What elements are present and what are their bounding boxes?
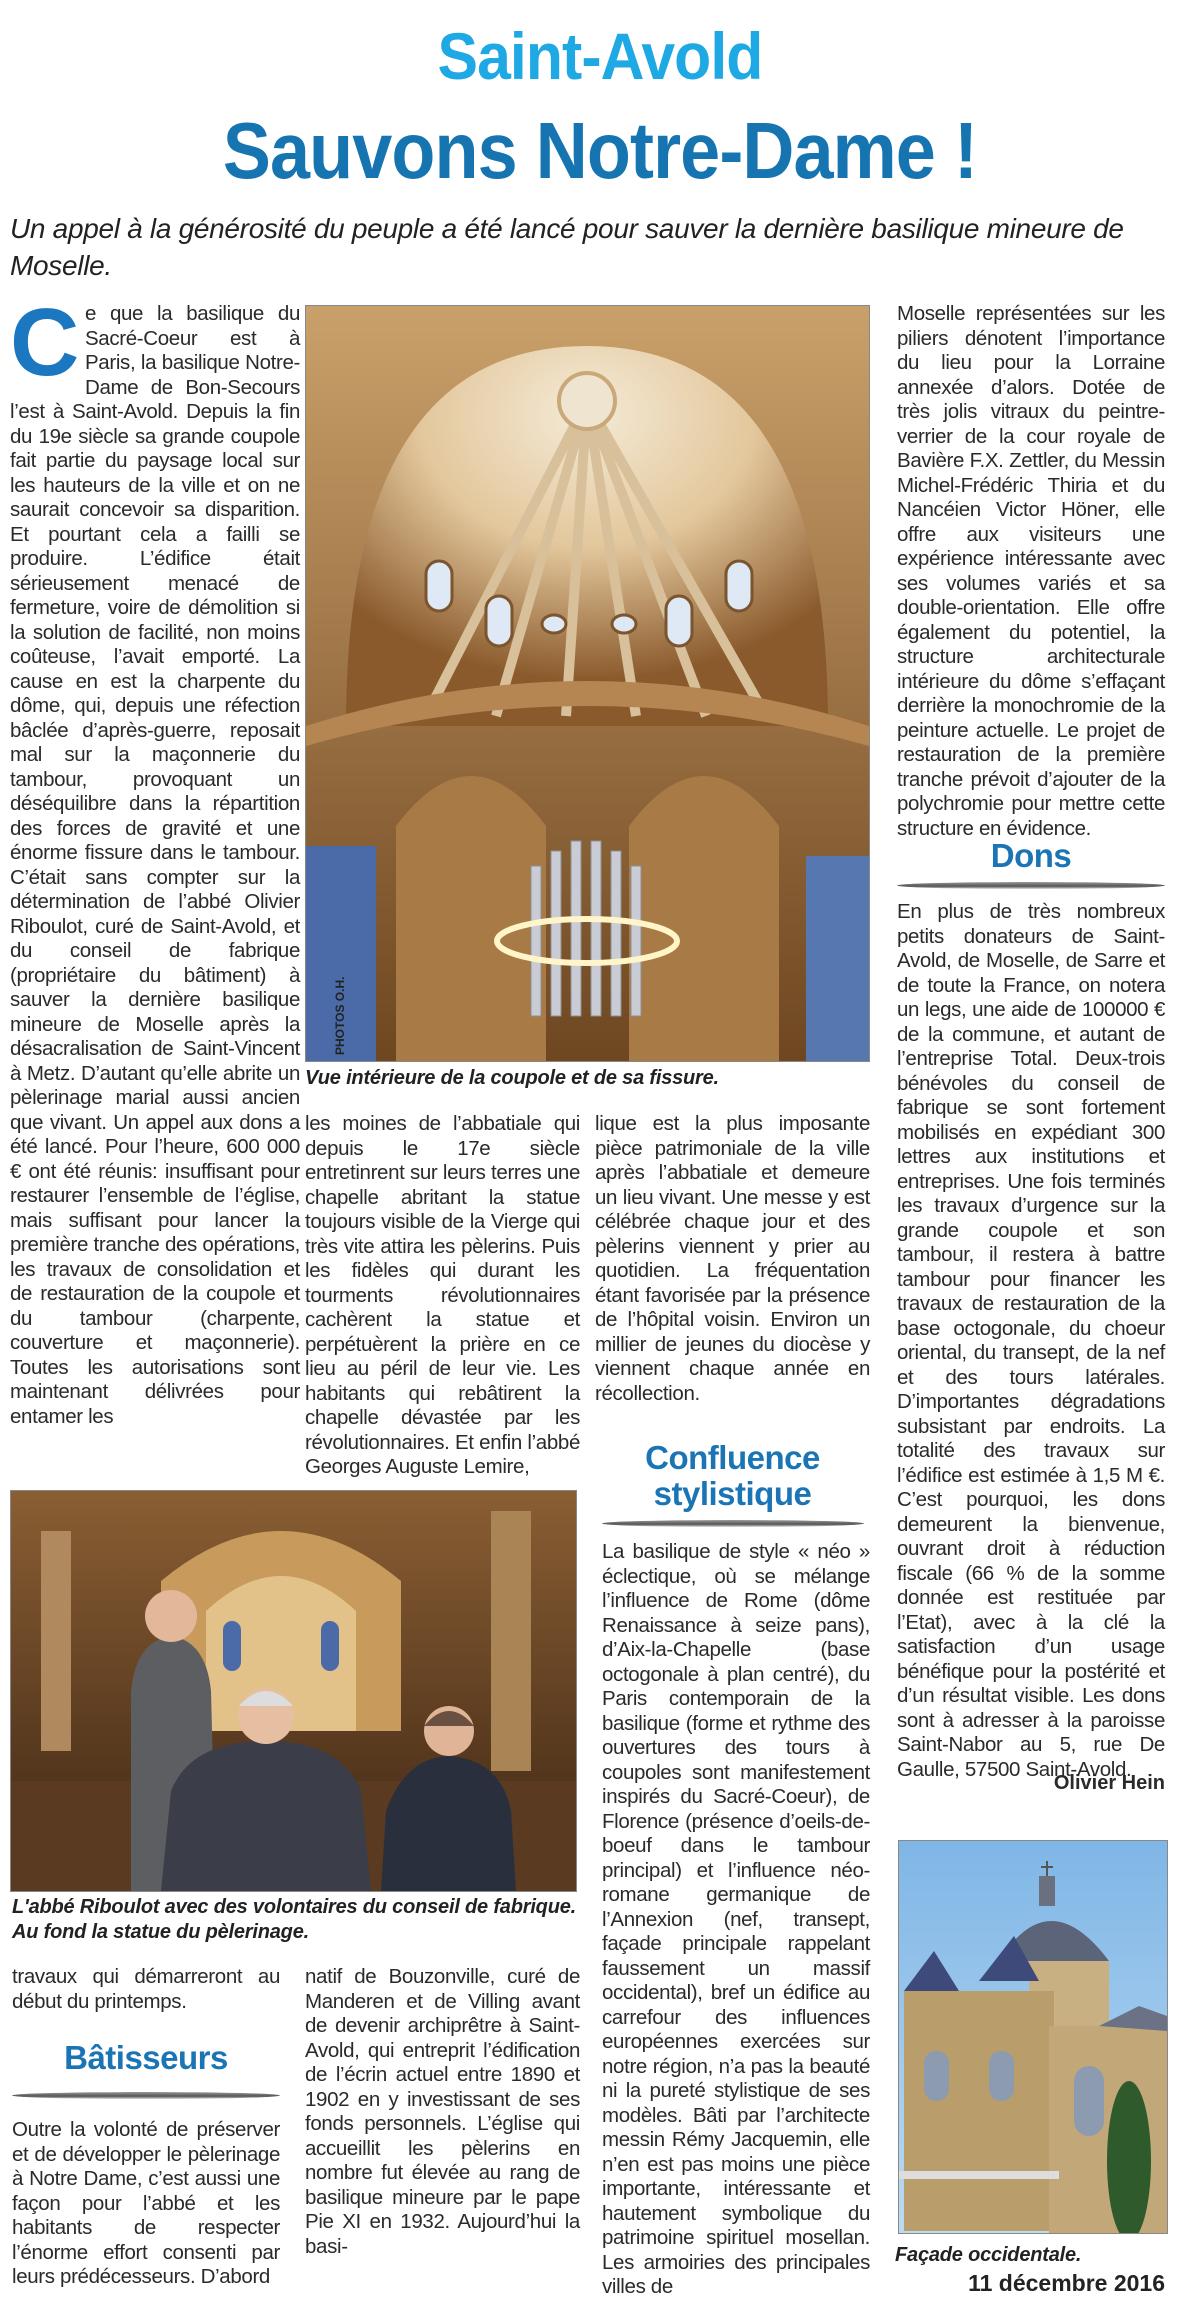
article-column-3 [595,1112,870,1406]
article-column-1-bottom [12,1965,280,2014]
article-column-2 [305,1112,580,1480]
heading-divider [602,1520,864,1527]
body-text: les moines de l’abbatiale qui depuis le 17e siècle entretinrent sur leurs terres une chapelle abritant la statue toujours visible de la Vierge qui très vite attira les pèlerins. Puis les fidèles qui durant les tourments révolutionnaires cachèrent la statue et perpétuèrent la prière en ce lieu au péril de leur vie. Les habitants qui rebâtirent la chapelle dévastée par les révolutionnaires. Et enfin l’abbé Georges Auguste Lemire, [305,1112,580,1478]
heading-divider [897,882,1165,889]
facade-image [899,1841,1167,2233]
article-column-1 [10,289,300,1429]
article-column-1-bottom-2 [12,2118,280,2290]
photo-credit: PHOTOS O.H. [333,976,347,1055]
body-text: En plus de très nombreux petits donateurs de Saint-Avold, de Moselle, de Sarre et de toute la France, on notera un legs, une aide de 100000 € de la commune, et autant de l’entreprise Total. Deux-trois bénévoles du conseil de fabrique se sont fortement mobilisés en expédiant 300 lettres aux institutions et entreprises. Une fois terminés les travaux d’urgence sur la grande coupole et son tambour, il restera à battre tambour pour financer les travaux de restauration de la base octogonale, du choeur oriental, du transept, de la nef et des tours latérales. D’importantes dégradations subsistant par endroits. La totalité des travaux sur l’édifice est estimée à 1,5 M €. C’est pourquoi, les dons demeurent la bienvenue, ouvrant droit à réduction fiscale (66 % de la somme donnée est restituée par l’Etat), avec à la clé la satisfaction d’un usage bénéfique pour la postérité et d’un résultat visible. Les dons sont à adresser à la paroisse Saint-Nabor au 5, rue De Gaulle, 57500 Saint-Avold. [897,900,1165,1781]
heading-divider [12,2092,280,2099]
article-column-4-bottom [897,900,1165,1782]
facade-photo [898,1840,1168,2234]
drop-cap: C [10,289,79,396]
article-column-3-bottom [602,1540,870,2300]
photo-caption-interior: Vue intérieure de la coupole et de sa fissure. [305,1067,719,1089]
volunteers-photo [10,1490,577,1892]
section-heading-confluence: Confluence stylistique [645,1439,820,1512]
body-text: natif de Bouzonville, curé de Manderen et de Villing avant de devenir archiprêtre à Saint-Avold, qui entreprit l’édification de l’écrin actuel entre 1890 et 1902 en y investissant de ses fonds personnels. L’église qui accueillit les pèlerins en nombre fut élevée au rang de basilique mineure par le pape Pie XI en 1932. Aujourd’hui la basi- [305,1965,580,2258]
dome-interior-photo [305,305,870,1062]
section-heading-dons: Dons [990,837,1072,874]
kicker-title: Saint-Avold [437,19,763,93]
dome-interior-image [306,306,869,1061]
headline: Sauvons Notre-Dame ! [222,106,978,195]
body-text: La basilique de style « néo » éclectique, où se mélange l’influence de Rome (dôme Renaissance à seize pans), d’Aix-la-Chapelle (base octogonale à plan centré), du Paris contemporain de la basilique (forme et rythme des ouvertures des tours à coupoles sont manifestement inspirés du Sacré-Coeur), de Florence (présence d’oeils-de-boeuf dans le tambour principal) et l’influence néo-romane germanique de l’Annexion (nef, transept, façade principale rappelant faussement un massif occidental), bref un édifice au carrefour des influences européennes exercées sur notre région, n’a pas la beauté ni la pureté stylistique de ses modèles. Bâti par l’architecte messin Rémy Jacquemin, elle n’en est pas moins une pièce importante, intéressante et hautement symbolique du patrimoine spirituel mosellan. Les armoiries des principales villes de [602,1540,870,2298]
volunteers-image [11,1491,576,1891]
body-text: Outre la volonté de préserver et de développer le pèlerinage à Notre Dame, c’est aussi une façon pour l’abbé et les habitants de respecter l’énorme effort consenti par leurs prédécesseurs. D’abord [12,2118,280,2288]
article-column-2-bottom [305,1965,580,2259]
author-byline: Olivier Hein [1053,1772,1165,1794]
body-text: lique est la plus imposante pièce patrimoniale de la ville après l’abbatiale et demeure un lieu vivant. Une messe y est célébrée chaque jour et des pèlerins viennent y prier au quotidien. La fréquentation étant favorisée par la présence de l’hôpital voisin. Environ un millier de jeunes du diocèse y viennent chaque année en récollection. [595,1112,870,1405]
body-text: travaux qui démarreront au début du printemps. [12,1965,280,2013]
photo-caption-facade: Façade occidentale. [895,2244,1082,2266]
body-text: Moselle représentées sur les piliers dénotent l’importance du lieu pour la Lorraine annexée d’alors. Dotée de très jolis vitraux du peintre-verrier de la cour royale de Bavière F.X. Zettler, du Messin Michel-Frédéric Thiria et du Nancéien Victor Höner, elle offre aux visiteurs une expérience intéressante avec ses volumes variés et sa double-orientation. Elle offre également du potentiel, la structure architecturale intérieure du dôme s’effaçant derrière la monochromie de la peinture actuelle. Le projet de restauration de la première tranche prévoit d’ajouter de la polychromie pour mettre cette structure en évidence. [897,302,1165,840]
photo-caption-volunteers: L'abbé Riboulot avec des volontaires du conseil de fabrique. Au fond la statue du pèlerinage. [12,1896,576,1943]
section-heading-batisseurs: Bâtisseurs [64,2039,228,2076]
article-column-4 [897,302,1165,841]
standfirst: Un appel à la générosité du peuple a été lancé pour sauver la dernière basilique mineure de Moselle. [10,213,1124,281]
body-text: e que la basilique du Sacré-Coeur est à Paris, la basilique Notre-Dame de Bon-Secours l’est à Saint-Avold. Depuis la fin du 19e siècle sa grande coupole fait partie du paysage local sur les hauteurs de la ville et on ne saurait concevoir sa disparition. Et pourtant cela a failli se produire. L’édifice était sérieusement menacé de fermeture, voire de démolition si la solution de facilité, non moins coûteuse, l’avait emporté. La cause en est la charpente du dôme, qui, depuis une réfection bâclée d’après-guerre, reposait mal sur la maçonnerie du tambour, provoquant un déséquilibre dans la répartition des forces de gravité et une énorme fissure dans le tambour. C’était sans compter sur la détermination de l’abbé Olivier Riboulot, curé de Saint-Avold, et du conseil de fabrique (propriétaire du bâtiment) à sauver la dernière basilique mineure de Moselle après la désacralisation de Saint-Vincent à Metz. D’autant qu’elle abrite un pèlerinage marial aussi ancien que vivant. Un appel aux dons a été lancé. Pour l’heure, 600 000 € ont été réunis: insuffisant pour restaurer l’ensemble de l’église, mais suffisant pour lancer la première tranche des opérations, les travaux de consolidation et de restauration de la coupole et du tambour (charpente, couverture et maçonnerie). Toutes les autorisations sont maintenant délivrées pour entamer les [10,302,300,1428]
publication-date: 11 décembre 2016 [968,2270,1165,2296]
